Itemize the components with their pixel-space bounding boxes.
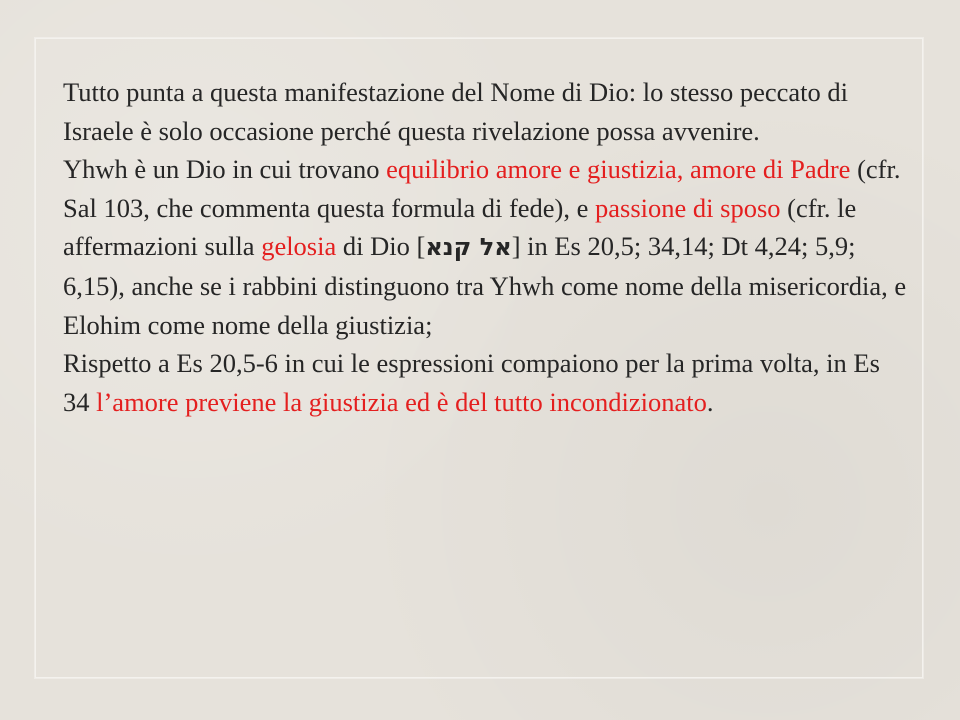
slide-body (63, 73, 913, 421)
paragraph-3 (63, 344, 913, 421)
paragraph-2-text-2: (cfr. Sal 103, che commenta questa formula di fede), e (63, 154, 901, 223)
paragraph-2 (63, 150, 913, 344)
paragraph-3-text-2: . (706, 386, 714, 417)
highlight-gelosia: gelosia (261, 231, 337, 262)
paragraph-3-text-1: Rispetto a Es 20,5-6 in cui le espressioni compaiono per la prima volta, in Es 34 (63, 348, 880, 417)
paragraph-1-text: Tutto punta a questa manifestazione del Nome di Dio: lo stesso peccato di Israele è solo occasione perché questa rivelazione possa avvenire. (63, 77, 849, 146)
paragraph-1 (63, 73, 913, 150)
paragraph-2-text-4: di Dio [ (336, 231, 426, 262)
highlight-equilibrio: equilibrio amore e giustizia, amore di Padre (386, 154, 851, 185)
paragraph-2-text-1: Yhwh è un Dio in cui trovano (63, 154, 387, 185)
highlight-passione: passione di sposo (595, 192, 781, 223)
paragraph-2-text-5: ] in Es 20,5; 34,14; Dt 4,24; 5,9; 6,15), anche se i rabbini distinguono tra Yhwh come nome della misericordia, e Elohim come nome della giustizia; (63, 231, 907, 340)
paragraph-2-text-3: (cfr. le affermazioni sulla (63, 192, 857, 262)
highlight-amore: l’amore previene la giustizia ed è del tutto incondizionato (96, 386, 707, 417)
hebrew-phrase: אל קנא (425, 233, 512, 262)
